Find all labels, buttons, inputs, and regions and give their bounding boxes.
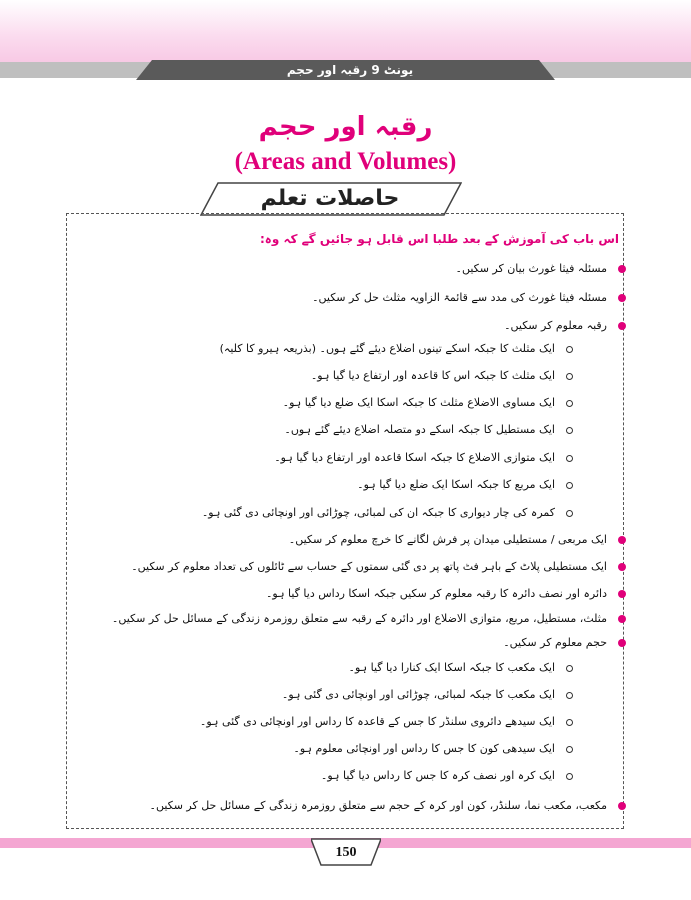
sub-bullet-marker bbox=[566, 346, 573, 353]
sub-bullet-marker bbox=[566, 427, 573, 434]
sub-bullet-marker bbox=[566, 455, 573, 462]
bullet-marker bbox=[618, 265, 626, 273]
area-sub-item: ایک مثلث کا جبکہ اسکے تینوں اضلاع دیئے گئے ہوں۔ (بذریعہ ہیرو کا کلیہ) bbox=[219, 342, 555, 355]
bullet-marker bbox=[618, 639, 626, 647]
objective-item: حجم معلوم کر سکیں۔ bbox=[503, 636, 607, 649]
unit-title: یونٹ 9 رقبہ اور حجم bbox=[286, 63, 414, 77]
objective-item: مکعب، مکعب نما، سلنڈر، کون اور کرہ کے حجم سے متعلق روزمرہ زندگی کے مسائل حل کر سکیں۔ bbox=[149, 799, 607, 812]
slo-heading-title: حاصلات تعلم bbox=[260, 186, 400, 211]
objective-item: ایک مستطیلی پلاٹ کے باہر فٹ پاتھ پر دی گئی سمتوں کے حساب سے ٹائلوں کی تعداد معلوم کر سکیں۔ bbox=[131, 560, 607, 573]
volume-sub-item: ایک کرہ اور نصف کرہ کا جس کا رداس دیا گیا ہو۔ bbox=[320, 769, 555, 782]
slo-heading-box bbox=[200, 182, 462, 216]
volume-sub-item: ایک سیدھے دائروی سلنڈر کا جس کے قاعدہ کا رداس اور اونچائی دی گئی ہو۔ bbox=[199, 715, 555, 728]
top-gradient-background bbox=[0, 0, 691, 64]
area-sub-item: ایک مساوی الاضلاع مثلث کا جبکہ اسکا ایک ضلع دیا گیا ہو۔ bbox=[282, 396, 555, 409]
sub-bullet-marker bbox=[566, 719, 573, 726]
objective-item: رقبہ معلوم کر سکیں۔ bbox=[504, 319, 607, 332]
volume-sub-item: ایک مکعب کا جبکہ اسکا ایک کنارا دیا گیا ہو۔ bbox=[348, 661, 555, 674]
objective-item: دائرہ اور نصف دائرہ کا رقبہ معلوم کر سکیں جبکہ اسکا رداس دیا گیا ہو۔ bbox=[265, 587, 607, 600]
bullet-marker bbox=[618, 615, 626, 623]
sub-bullet-marker bbox=[566, 692, 573, 699]
sub-bullet-marker bbox=[566, 400, 573, 407]
bullet-marker bbox=[618, 322, 626, 330]
area-sub-item: کمرہ کی چار دیواری کا جبکہ ان کی لمبائی، چوڑائی اور اونچائی دی گئی ہو۔ bbox=[201, 506, 555, 519]
volume-sub-item: ایک مکعب کا جبکہ لمبائی، چوڑائی اور اونچائی دی گئی ہو۔ bbox=[281, 688, 555, 701]
sub-bullet-marker bbox=[566, 482, 573, 489]
sub-bullet-marker bbox=[566, 510, 573, 517]
bullet-marker bbox=[618, 563, 626, 571]
objective-item: مثلث، مستطیل، مربع، متوازی الاضلاع اور دائرہ کے رقبہ سے متعلق روزمرہ زندگی کے مسائل حل کر سکیں۔ bbox=[111, 612, 607, 625]
bullet-marker bbox=[618, 802, 626, 810]
sub-bullet-marker bbox=[566, 373, 573, 380]
area-sub-item: ایک مربع کا جبکہ اسکا ایک ضلع دیا گیا ہو۔ bbox=[357, 478, 555, 491]
sub-bullet-marker bbox=[566, 773, 573, 780]
area-sub-item: ایک مستطیل کا جبکہ اسکے دو متصلہ اضلاع دیئے گئے ہوں۔ bbox=[284, 423, 555, 436]
volume-sub-item: ایک سیدھی کون کا جس کا رداس اور اونچائی معلوم ہو۔ bbox=[293, 742, 555, 755]
bullet-marker bbox=[618, 294, 626, 302]
sub-bullet-marker bbox=[566, 746, 573, 753]
bullet-marker bbox=[618, 536, 626, 544]
chapter-title-urdu: رقبہ اور حجم bbox=[258, 112, 433, 142]
area-sub-item: ایک مثلث کا جبکہ اس کا قاعدہ اور ارتفاع دیا گیا ہو۔ bbox=[310, 369, 555, 382]
objective-item: ایک مربعی / مستطیلی میدان پر فرش لگانے کا خرچ معلوم کر سکیں۔ bbox=[288, 533, 607, 546]
sub-bullet-marker bbox=[566, 665, 573, 672]
bullet-marker bbox=[618, 590, 626, 598]
chapter-title-english: (Areas and Volumes) bbox=[234, 148, 457, 175]
objective-item: مسئلہ فیثا غورث بیان کر سکیں۔ bbox=[455, 262, 607, 275]
area-sub-item: ایک متوازی الاضلاع کا جبکہ اسکا قاعدہ اور ارتفاع دیا گیا ہو۔ bbox=[274, 451, 555, 464]
intro-text: اس باب کی آموزش کے بعد طلبا اس قابل ہو جائیں گے کہ وہ: bbox=[259, 232, 619, 246]
page-number: 150 bbox=[335, 845, 357, 860]
objective-item: مسئلہ فیثا غورث کی مدد سے قائمۃ الزاویہ مثلث حل کر سکیں۔ bbox=[312, 291, 607, 304]
